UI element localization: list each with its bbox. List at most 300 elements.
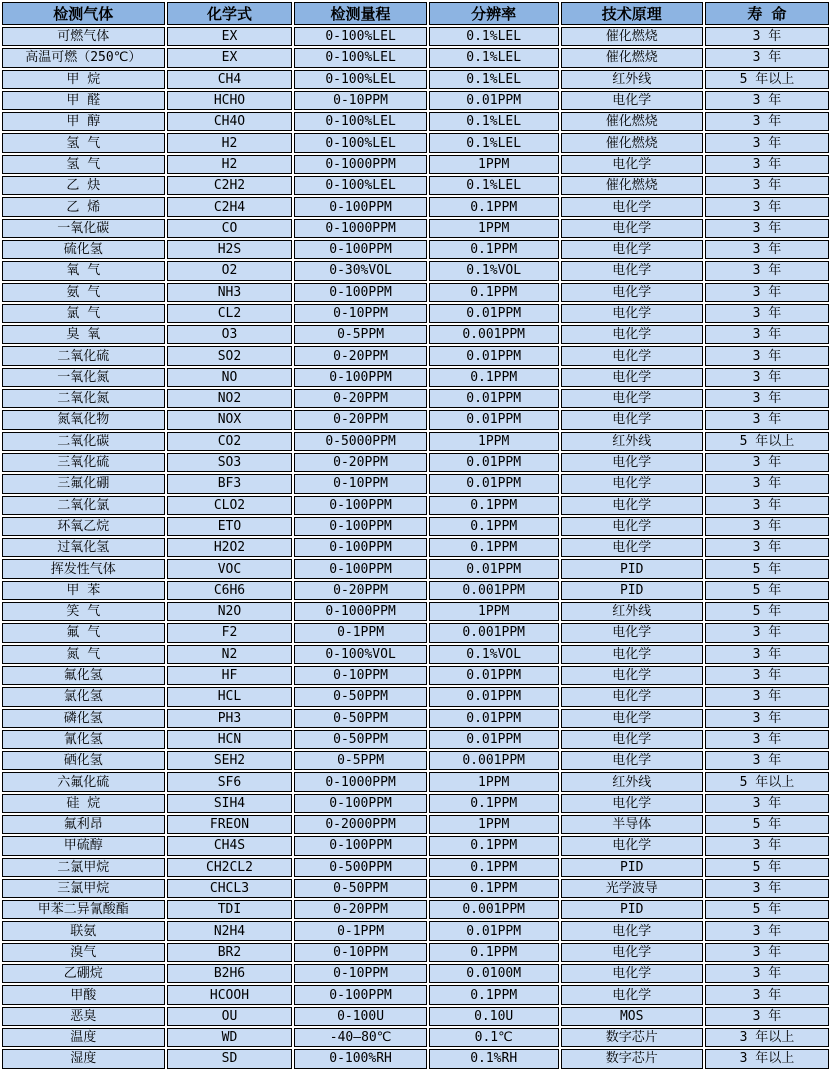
cell-resolution: 0.01PPM — [429, 410, 559, 429]
table-row — [2, 815, 829, 834]
cell-detection-range: 0-100PPM — [294, 985, 426, 1004]
table-row — [2, 27, 829, 46]
cell-lifespan: 5 年 — [705, 581, 829, 600]
cell-resolution: 0.01PPM — [429, 453, 559, 472]
cell-technology-principle: 催化燃烧 — [561, 112, 703, 131]
cell-detection-range: 0-100%VOL — [294, 645, 426, 664]
cell-resolution: 0.0100M — [429, 964, 559, 983]
cell-resolution: 0.1PPM — [429, 538, 559, 557]
cell-resolution: 0.01PPM — [429, 666, 559, 685]
cell-detection-range: 0-100%LEL — [294, 112, 426, 131]
cell-chemical-formula: C2H2 — [167, 176, 293, 195]
cell-detection-range: 0-50PPM — [294, 730, 426, 749]
table-row — [2, 1028, 829, 1047]
cell-chemical-formula: SO2 — [167, 346, 293, 365]
table-row — [2, 197, 829, 216]
table-row — [2, 474, 829, 493]
column-header-formula: 化学式 — [167, 2, 293, 25]
cell-technology-principle: 红外线 — [561, 432, 703, 451]
cell-technology-principle: 红外线 — [561, 70, 703, 89]
table-row — [2, 836, 829, 855]
cell-resolution: 1PPM — [429, 432, 559, 451]
cell-chemical-formula: TDI — [167, 900, 293, 919]
cell-resolution: 0.1℃ — [429, 1028, 559, 1047]
cell-detection-range: 0-1000PPM — [294, 219, 426, 238]
table-row — [2, 389, 829, 408]
cell-detection-range: 0-100PPM — [294, 197, 426, 216]
table-row — [2, 730, 829, 749]
column-header-lifespan: 寿 命 — [705, 2, 829, 25]
cell-gas-name: 挥发性气体 — [2, 559, 165, 578]
cell-technology-principle: 红外线 — [561, 602, 703, 621]
table-row — [2, 91, 829, 110]
cell-gas-name: 氯化氢 — [2, 687, 165, 706]
cell-technology-principle: 电化学 — [561, 219, 703, 238]
table-row — [2, 410, 829, 429]
cell-gas-name: 甲 醇 — [2, 112, 165, 131]
cell-technology-principle: 电化学 — [561, 368, 703, 387]
cell-chemical-formula: HF — [167, 666, 293, 685]
cell-lifespan: 3 年 — [705, 91, 829, 110]
table-row — [2, 879, 829, 898]
cell-gas-name: 三氧化硫 — [2, 453, 165, 472]
cell-gas-name: 可燃气体 — [2, 27, 165, 46]
cell-lifespan: 3 年 — [705, 709, 829, 728]
column-header-gas: 检测气体 — [2, 2, 165, 25]
cell-detection-range: 0-500PPM — [294, 858, 426, 877]
cell-detection-range: 0-100%RH — [294, 1049, 426, 1068]
cell-detection-range: 0-10PPM — [294, 964, 426, 983]
cell-technology-principle: 电化学 — [561, 410, 703, 429]
cell-resolution: 0.01PPM — [429, 709, 559, 728]
cell-technology-principle: MOS — [561, 1007, 703, 1026]
cell-lifespan: 3 年 — [705, 283, 829, 302]
column-header-resolution: 分辨率 — [429, 2, 559, 25]
cell-detection-range: 0-50PPM — [294, 687, 426, 706]
cell-detection-range: 0-100PPM — [294, 240, 426, 259]
cell-chemical-formula: N2O — [167, 602, 293, 621]
cell-technology-principle: 电化学 — [561, 943, 703, 962]
cell-technology-principle: 催化燃烧 — [561, 27, 703, 46]
table-row — [2, 453, 829, 472]
cell-gas-name: 湿度 — [2, 1049, 165, 1068]
cell-chemical-formula: ETO — [167, 517, 293, 536]
cell-gas-name: 温度 — [2, 1028, 165, 1047]
cell-lifespan: 5 年以上 — [705, 772, 829, 791]
cell-resolution: 0.1PPM — [429, 943, 559, 962]
table-row — [2, 496, 829, 515]
cell-technology-principle: 电化学 — [561, 346, 703, 365]
cell-gas-name: 硫化氢 — [2, 240, 165, 259]
cell-gas-name: 氰化氢 — [2, 730, 165, 749]
cell-gas-name: 一氧化碳 — [2, 219, 165, 238]
table-row — [2, 943, 829, 962]
cell-resolution: 0.1%VOL — [429, 261, 559, 280]
cell-gas-name: 六氟化硫 — [2, 772, 165, 791]
cell-gas-name: 硒化氢 — [2, 751, 165, 770]
cell-gas-name: 二氧化氯 — [2, 496, 165, 515]
table-body — [2, 27, 829, 1069]
cell-detection-range: 0-100PPM — [294, 559, 426, 578]
table-row — [2, 48, 829, 67]
cell-gas-name: 甲 醛 — [2, 91, 165, 110]
cell-detection-range: 0-100U — [294, 1007, 426, 1026]
cell-lifespan: 3 年 — [705, 48, 829, 67]
cell-gas-name: 乙 炔 — [2, 176, 165, 195]
cell-chemical-formula: HCN — [167, 730, 293, 749]
cell-chemical-formula: BF3 — [167, 474, 293, 493]
cell-chemical-formula: SO3 — [167, 453, 293, 472]
cell-resolution: 0.1%LEL — [429, 176, 559, 195]
cell-chemical-formula: NO2 — [167, 389, 293, 408]
cell-detection-range: 0-5000PPM — [294, 432, 426, 451]
cell-resolution: 0.1PPM — [429, 836, 559, 855]
cell-resolution: 0.01PPM — [429, 730, 559, 749]
cell-lifespan: 3 年 — [705, 517, 829, 536]
cell-technology-principle: 电化学 — [561, 261, 703, 280]
cell-gas-name: 硅 烷 — [2, 794, 165, 813]
cell-gas-name: 甲苯二异氰酸酯 — [2, 900, 165, 919]
table-row — [2, 219, 829, 238]
table-row — [2, 794, 829, 813]
cell-resolution: 0.01PPM — [429, 389, 559, 408]
cell-gas-name: 乙 烯 — [2, 197, 165, 216]
cell-technology-principle: 电化学 — [561, 474, 703, 493]
column-header-principle: 技术原理 — [561, 2, 703, 25]
cell-technology-principle: 电化学 — [561, 325, 703, 344]
cell-detection-range: 0-100PPM — [294, 283, 426, 302]
cell-detection-range: 0-1PPM — [294, 623, 426, 642]
cell-chemical-formula: SD — [167, 1049, 293, 1068]
cell-resolution: 0.001PPM — [429, 581, 559, 600]
cell-lifespan: 3 年 — [705, 794, 829, 813]
cell-resolution: 0.001PPM — [429, 325, 559, 344]
table-row — [2, 261, 829, 280]
cell-detection-range: 0-20PPM — [294, 346, 426, 365]
cell-resolution: 0.1%LEL — [429, 133, 559, 152]
table-row — [2, 1049, 829, 1068]
cell-detection-range: 0-20PPM — [294, 389, 426, 408]
cell-resolution: 0.01PPM — [429, 91, 559, 110]
cell-resolution: 0.01PPM — [429, 921, 559, 940]
cell-chemical-formula: HCL — [167, 687, 293, 706]
cell-chemical-formula: H2O2 — [167, 538, 293, 557]
table-row — [2, 666, 829, 685]
cell-chemical-formula: NO — [167, 368, 293, 387]
cell-gas-name: 甲硫醇 — [2, 836, 165, 855]
cell-detection-range: 0-1PPM — [294, 921, 426, 940]
cell-resolution: 0.01PPM — [429, 474, 559, 493]
cell-resolution: 0.001PPM — [429, 623, 559, 642]
cell-gas-name: 氯 气 — [2, 304, 165, 323]
cell-lifespan: 5 年 — [705, 815, 829, 834]
cell-chemical-formula: PH3 — [167, 709, 293, 728]
cell-chemical-formula: NH3 — [167, 283, 293, 302]
cell-chemical-formula: CH4 — [167, 70, 293, 89]
table-row — [2, 155, 829, 174]
cell-technology-principle: 红外线 — [561, 772, 703, 791]
table-row — [2, 368, 829, 387]
cell-resolution: 0.01PPM — [429, 346, 559, 365]
cell-lifespan: 5 年以上 — [705, 432, 829, 451]
cell-resolution: 0.1PPM — [429, 517, 559, 536]
cell-chemical-formula: HCHO — [167, 91, 293, 110]
cell-lifespan: 3 年 — [705, 474, 829, 493]
cell-lifespan: 3 年 — [705, 219, 829, 238]
cell-technology-principle: 催化燃烧 — [561, 133, 703, 152]
cell-technology-principle: 电化学 — [561, 730, 703, 749]
cell-gas-name: 一氧化氮 — [2, 368, 165, 387]
cell-technology-principle: 电化学 — [561, 666, 703, 685]
cell-chemical-formula: CH4O — [167, 112, 293, 131]
cell-detection-range: -40—80℃ — [294, 1028, 426, 1047]
cell-resolution: 0.10U — [429, 1007, 559, 1026]
cell-detection-range: 0-1000PPM — [294, 602, 426, 621]
cell-lifespan: 3 年 — [705, 687, 829, 706]
cell-gas-name: 氟利昂 — [2, 815, 165, 834]
cell-detection-range: 0-100PPM — [294, 496, 426, 515]
cell-detection-range: 0-100%LEL — [294, 27, 426, 46]
cell-technology-principle: 电化学 — [561, 964, 703, 983]
cell-resolution: 0.1PPM — [429, 858, 559, 877]
cell-resolution: 0.1PPM — [429, 879, 559, 898]
cell-technology-principle: 催化燃烧 — [561, 176, 703, 195]
cell-lifespan: 3 年 — [705, 261, 829, 280]
cell-detection-range: 0-20PPM — [294, 581, 426, 600]
cell-technology-principle: 催化燃烧 — [561, 48, 703, 67]
cell-chemical-formula: H2 — [167, 133, 293, 152]
cell-technology-principle: 电化学 — [561, 687, 703, 706]
cell-resolution: 0.1%LEL — [429, 112, 559, 131]
cell-lifespan: 3 年 — [705, 623, 829, 642]
cell-lifespan: 3 年 — [705, 197, 829, 216]
cell-gas-name: 二氧化氮 — [2, 389, 165, 408]
cell-detection-range: 0-100PPM — [294, 836, 426, 855]
cell-lifespan: 3 年 — [705, 304, 829, 323]
cell-resolution: 0.1PPM — [429, 283, 559, 302]
cell-lifespan: 3 年 — [705, 1007, 829, 1026]
cell-lifespan: 3 年 — [705, 836, 829, 855]
cell-resolution: 0.01PPM — [429, 304, 559, 323]
cell-gas-name: 高温可燃（250℃） — [2, 48, 165, 67]
cell-detection-range: 0-50PPM — [294, 879, 426, 898]
cell-gas-name: 甲酸 — [2, 985, 165, 1004]
table-row — [2, 921, 829, 940]
cell-technology-principle: 数字芯片 — [561, 1049, 703, 1068]
cell-detection-range: 0-100%LEL — [294, 133, 426, 152]
cell-chemical-formula: CO2 — [167, 432, 293, 451]
cell-technology-principle: 电化学 — [561, 538, 703, 557]
cell-gas-name: 氟 气 — [2, 623, 165, 642]
table-row — [2, 559, 829, 578]
table-row — [2, 623, 829, 642]
cell-chemical-formula: CH4S — [167, 836, 293, 855]
cell-lifespan: 3 年 — [705, 112, 829, 131]
cell-detection-range: 0-100PPM — [294, 538, 426, 557]
cell-resolution: 0.1PPM — [429, 197, 559, 216]
cell-lifespan: 3 年 — [705, 155, 829, 174]
cell-detection-range: 0-30%VOL — [294, 261, 426, 280]
cell-chemical-formula: SEH2 — [167, 751, 293, 770]
cell-gas-name: 溴气 — [2, 943, 165, 962]
cell-gas-name: 氮氧化物 — [2, 410, 165, 429]
table-row — [2, 709, 829, 728]
cell-detection-range: 0-100PPM — [294, 517, 426, 536]
cell-resolution: 0.001PPM — [429, 900, 559, 919]
cell-lifespan: 5 年以上 — [705, 70, 829, 89]
cell-technology-principle: 电化学 — [561, 453, 703, 472]
cell-technology-principle: 电化学 — [561, 921, 703, 940]
cell-chemical-formula: FREON — [167, 815, 293, 834]
cell-gas-name: 三氯甲烷 — [2, 879, 165, 898]
cell-technology-principle: 电化学 — [561, 197, 703, 216]
table-header-row — [2, 2, 829, 25]
cell-gas-name: 氢 气 — [2, 133, 165, 152]
cell-lifespan: 3 年 — [705, 368, 829, 387]
table-row — [2, 346, 829, 365]
cell-lifespan: 3 年 — [705, 240, 829, 259]
cell-detection-range: 0-1000PPM — [294, 772, 426, 791]
cell-technology-principle: 电化学 — [561, 751, 703, 770]
cell-gas-name: 联氨 — [2, 921, 165, 940]
cell-chemical-formula: BR2 — [167, 943, 293, 962]
cell-chemical-formula: CH2CL2 — [167, 858, 293, 877]
cell-lifespan: 3 年 — [705, 133, 829, 152]
cell-technology-principle: 电化学 — [561, 304, 703, 323]
cell-chemical-formula: SIH4 — [167, 794, 293, 813]
table-row — [2, 964, 829, 983]
cell-resolution: 0.1%RH — [429, 1049, 559, 1068]
cell-lifespan: 3 年 — [705, 325, 829, 344]
table-row — [2, 432, 829, 451]
cell-lifespan: 3 年 — [705, 389, 829, 408]
table-row — [2, 304, 829, 323]
table-row — [2, 581, 829, 600]
column-header-range: 检测量程 — [294, 2, 426, 25]
table-row — [2, 687, 829, 706]
cell-resolution: 0.1PPM — [429, 240, 559, 259]
cell-detection-range: 0-100%LEL — [294, 48, 426, 67]
cell-lifespan: 3 年 — [705, 985, 829, 1004]
cell-resolution: 1PPM — [429, 155, 559, 174]
cell-technology-principle: PID — [561, 581, 703, 600]
cell-resolution: 1PPM — [429, 815, 559, 834]
table-row — [2, 1007, 829, 1026]
cell-gas-name: 环氧乙烷 — [2, 517, 165, 536]
cell-technology-principle: 电化学 — [561, 623, 703, 642]
table-row — [2, 70, 829, 89]
cell-detection-range: 0-100%LEL — [294, 70, 426, 89]
cell-resolution: 1PPM — [429, 772, 559, 791]
cell-gas-name: 二氧化硫 — [2, 346, 165, 365]
cell-technology-principle: 电化学 — [561, 389, 703, 408]
table-row — [2, 751, 829, 770]
cell-lifespan: 5 年 — [705, 858, 829, 877]
cell-resolution: 0.1%LEL — [429, 27, 559, 46]
cell-lifespan: 3 年 — [705, 27, 829, 46]
cell-technology-principle: 电化学 — [561, 985, 703, 1004]
cell-gas-name: 氢 气 — [2, 155, 165, 174]
cell-technology-principle: PID — [561, 559, 703, 578]
cell-resolution: 0.1%VOL — [429, 645, 559, 664]
cell-chemical-formula: O3 — [167, 325, 293, 344]
cell-detection-range: 0-5PPM — [294, 325, 426, 344]
cell-detection-range: 0-20PPM — [294, 900, 426, 919]
cell-detection-range: 0-10PPM — [294, 304, 426, 323]
cell-detection-range: 0-2000PPM — [294, 815, 426, 834]
cell-chemical-formula: CO — [167, 219, 293, 238]
cell-chemical-formula: O2 — [167, 261, 293, 280]
table-row — [2, 772, 829, 791]
cell-resolution: 0.1PPM — [429, 794, 559, 813]
cell-chemical-formula: OU — [167, 1007, 293, 1026]
cell-gas-name: 氧 气 — [2, 261, 165, 280]
table-row — [2, 176, 829, 195]
cell-gas-name: 过氧化氢 — [2, 538, 165, 557]
cell-chemical-formula: C2H4 — [167, 197, 293, 216]
cell-resolution: 0.1PPM — [429, 985, 559, 1004]
cell-gas-name: 三氟化硼 — [2, 474, 165, 493]
cell-resolution: 0.01PPM — [429, 559, 559, 578]
cell-lifespan: 3 年 — [705, 496, 829, 515]
cell-technology-principle: 电化学 — [561, 91, 703, 110]
table-row — [2, 985, 829, 1004]
cell-lifespan: 5 年 — [705, 900, 829, 919]
cell-detection-range: 0-100PPM — [294, 368, 426, 387]
cell-technology-principle: 电化学 — [561, 240, 703, 259]
cell-detection-range: 0-5PPM — [294, 751, 426, 770]
table-row — [2, 602, 829, 621]
cell-lifespan: 3 年 — [705, 921, 829, 940]
cell-technology-principle: 电化学 — [561, 709, 703, 728]
cell-chemical-formula: SF6 — [167, 772, 293, 791]
cell-chemical-formula: C6H6 — [167, 581, 293, 600]
cell-lifespan: 3 年 — [705, 964, 829, 983]
cell-chemical-formula: EX — [167, 27, 293, 46]
cell-detection-range: 0-10PPM — [294, 91, 426, 110]
cell-detection-range: 0-50PPM — [294, 709, 426, 728]
cell-gas-name: 臭 氧 — [2, 325, 165, 344]
cell-detection-range: 0-1000PPM — [294, 155, 426, 174]
cell-resolution: 0.1PPM — [429, 368, 559, 387]
cell-detection-range: 0-100%LEL — [294, 176, 426, 195]
cell-gas-name: 氟化氢 — [2, 666, 165, 685]
cell-technology-principle: 电化学 — [561, 155, 703, 174]
cell-detection-range: 0-10PPM — [294, 666, 426, 685]
cell-lifespan: 3 年 — [705, 943, 829, 962]
table-row — [2, 325, 829, 344]
cell-technology-principle: 电化学 — [561, 836, 703, 855]
cell-resolution: 1PPM — [429, 602, 559, 621]
cell-chemical-formula: F2 — [167, 623, 293, 642]
table-row — [2, 645, 829, 664]
cell-lifespan: 3 年以上 — [705, 1049, 829, 1068]
table-row — [2, 283, 829, 302]
cell-resolution: 0.001PPM — [429, 751, 559, 770]
cell-chemical-formula: WD — [167, 1028, 293, 1047]
cell-chemical-formula: CLO2 — [167, 496, 293, 515]
cell-chemical-formula: H2S — [167, 240, 293, 259]
table-row — [2, 858, 829, 877]
cell-resolution: 0.01PPM — [429, 687, 559, 706]
cell-lifespan: 3 年 — [705, 730, 829, 749]
cell-lifespan: 3 年 — [705, 645, 829, 664]
cell-chemical-formula: VOC — [167, 559, 293, 578]
cell-chemical-formula: CL2 — [167, 304, 293, 323]
cell-technology-principle: 电化学 — [561, 496, 703, 515]
cell-detection-range: 0-20PPM — [294, 410, 426, 429]
cell-technology-principle: 半导体 — [561, 815, 703, 834]
